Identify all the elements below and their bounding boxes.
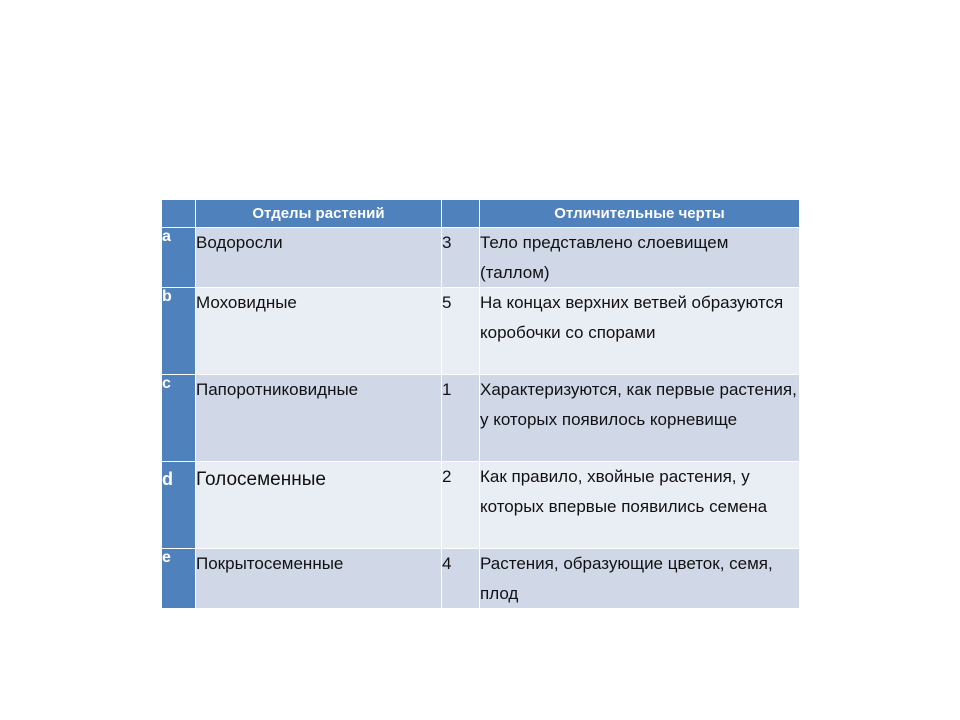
match-number: 5 (442, 288, 480, 375)
table-header-row (162, 200, 800, 228)
header-number-cell (442, 200, 480, 228)
feature-text: Тело представлено слоевищем (таллом) (480, 228, 800, 288)
feature-text: Характеризуются, как первые растения, у которых появилось корневище (480, 375, 800, 462)
division-name: Моховидные (196, 288, 442, 375)
header-divisions: Отделы растений (196, 200, 442, 228)
match-number: 2 (442, 462, 480, 549)
division-name: Водоросли (196, 228, 442, 288)
feature-text: На концах верхних ветвей образуются коробочки со спорами (480, 288, 800, 375)
row-letter: b (162, 288, 196, 375)
plant-divisions-table (161, 199, 800, 609)
row-letter: d (162, 462, 196, 549)
match-number: 4 (442, 549, 480, 609)
table-row (162, 228, 800, 288)
row-letter: e (162, 549, 196, 609)
table-row (162, 549, 800, 609)
table-row (162, 462, 800, 549)
header-letter-cell (162, 200, 196, 228)
table-row (162, 288, 800, 375)
row-letter: c (162, 375, 196, 462)
header-features: Отличительные черты (480, 200, 800, 228)
table-row (162, 375, 800, 462)
division-name: Папоротниковидные (196, 375, 442, 462)
match-number: 1 (442, 375, 480, 462)
feature-text: Растения, образующие цветок, семя, плод (480, 549, 800, 609)
row-letter: a (162, 228, 196, 288)
feature-text: Как правило, хвойные растения, у которых впервые появились семена (480, 462, 800, 549)
division-name: Покрытосеменные (196, 549, 442, 609)
match-number: 3 (442, 228, 480, 288)
division-name: Голосеменные (196, 462, 442, 549)
